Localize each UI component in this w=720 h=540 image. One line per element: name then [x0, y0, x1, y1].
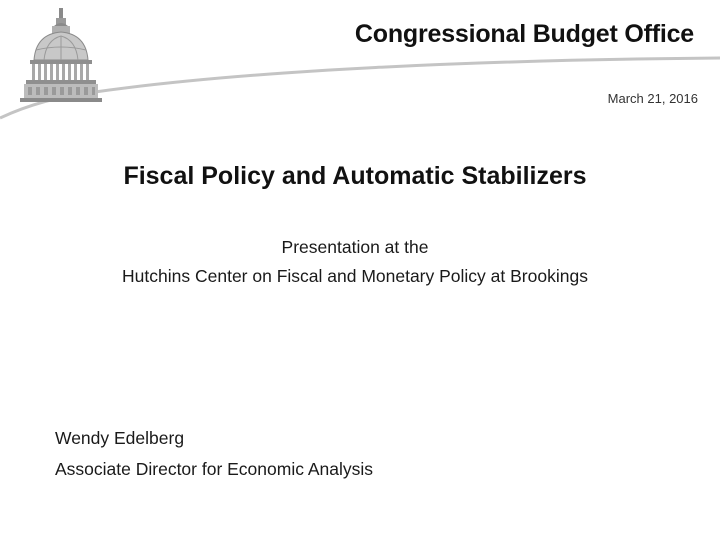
slide-title: Fiscal Policy and Automatic Stabilizers: [123, 162, 587, 190]
subtitle-line-1: Presentation at the: [281, 237, 429, 257]
presenter-role: Associate Director for Economic Analysis: [55, 459, 374, 479]
presentation-date: March 21, 2016: [607, 91, 698, 106]
presenter-name: Wendy Edelberg: [55, 428, 185, 448]
capitol-dome-logo: [14, 6, 108, 110]
organization-name: Congressional Budget Office: [354, 20, 694, 48]
subtitle-line-2: Hutchins Center on Fiscal and Monetary Policy at Brookings: [122, 266, 588, 286]
